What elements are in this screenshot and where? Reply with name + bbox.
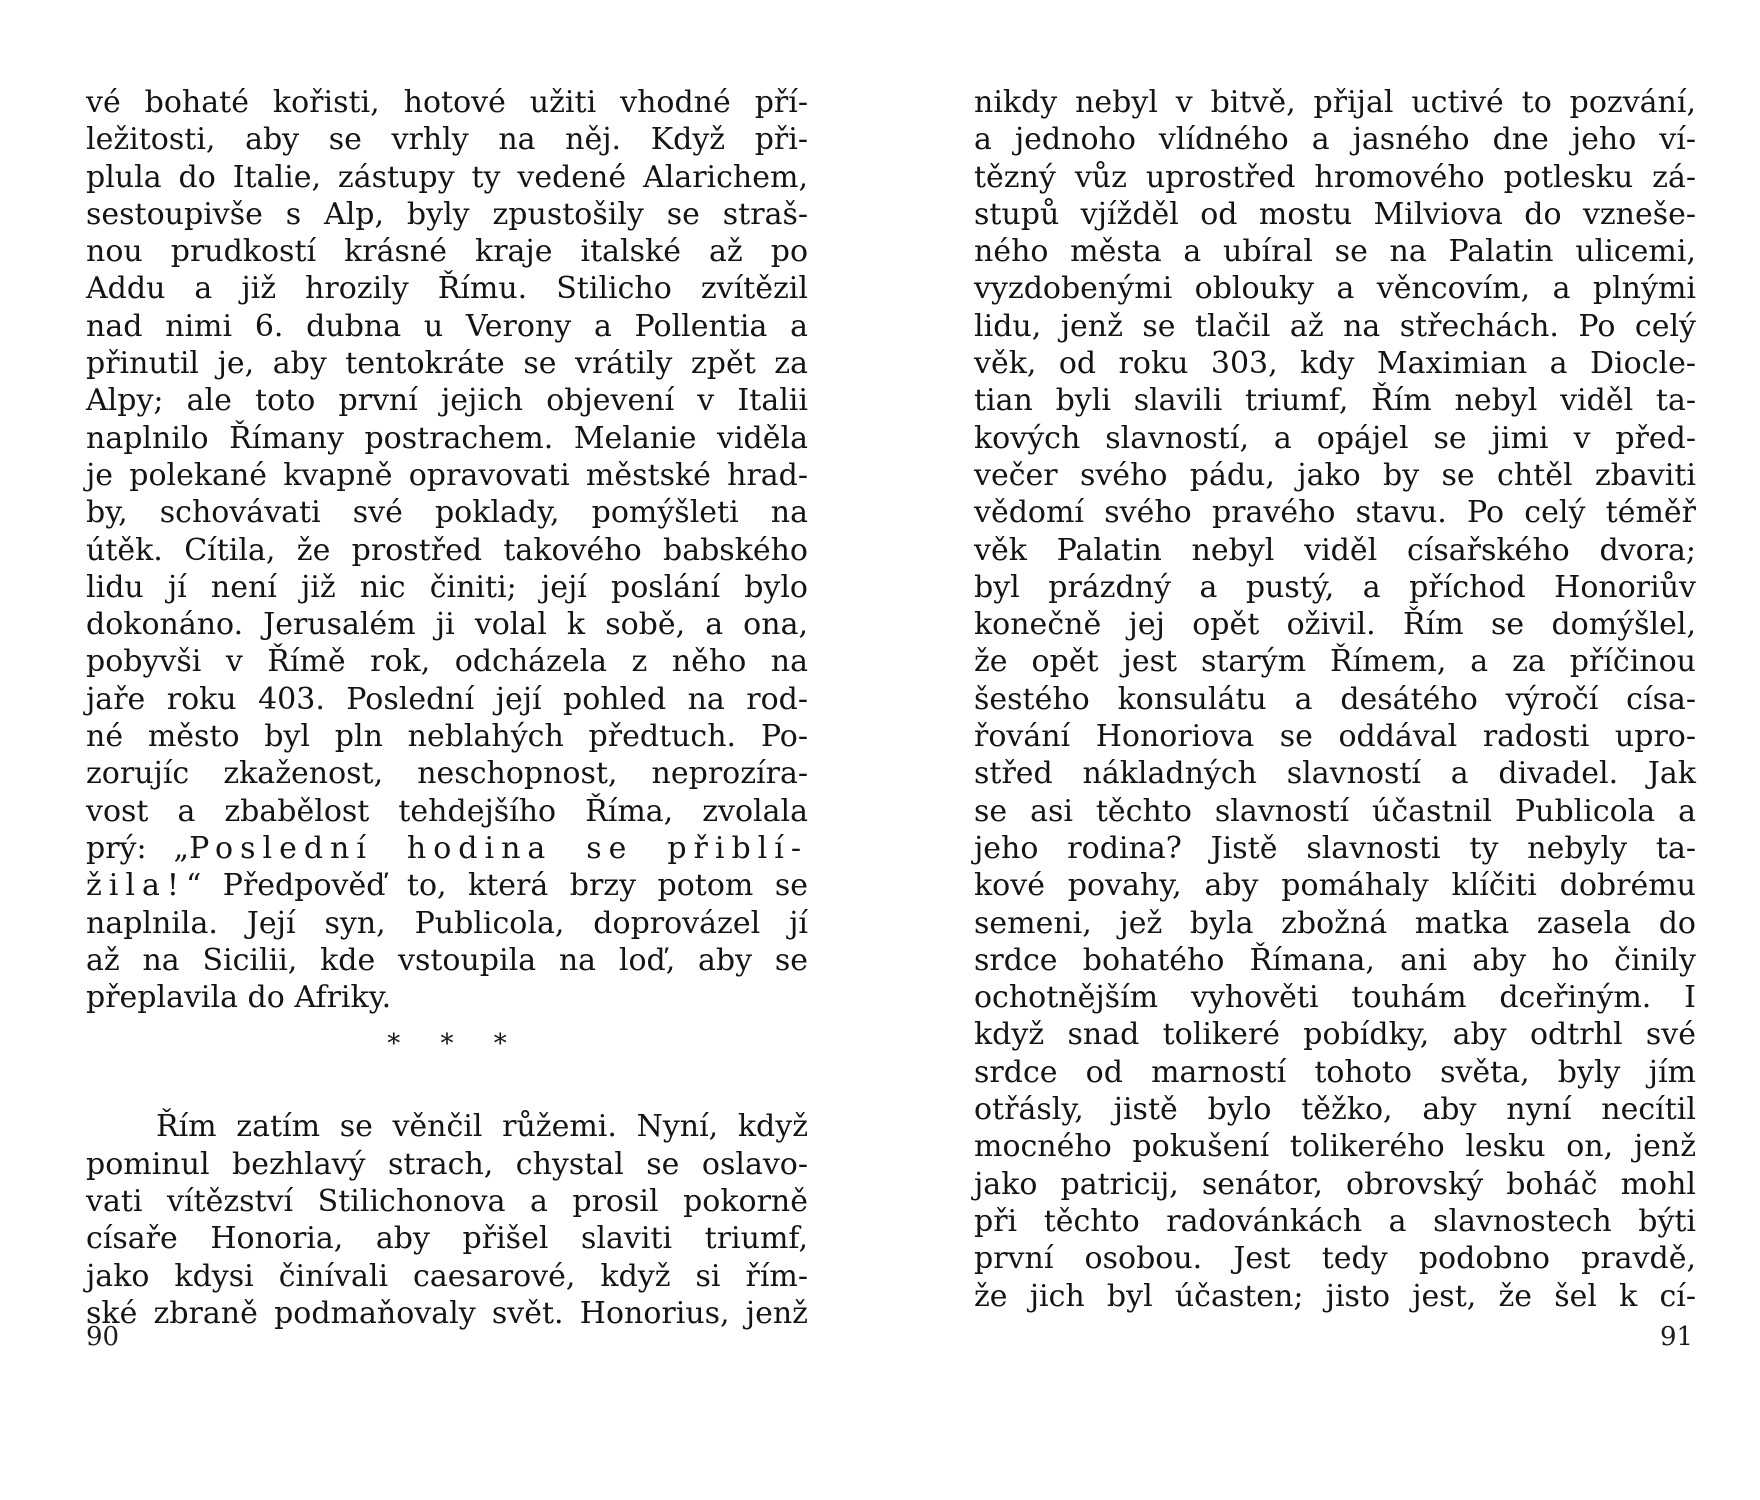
text-line: že jich byl účasten; jisto jest, že šel k cí- (974, 1278, 1696, 1314)
text-line: vost a zbabělost tehdejšího Říma, zvolala (86, 793, 808, 829)
text-line: naplnilo Římany postrachem. Melanie viděla (86, 420, 808, 456)
text-line: lidu, jenž se tlačil až na střechách. Po celý (974, 308, 1696, 344)
text-line: tězný vůz uprostřed hromového potlesku zá- (974, 159, 1696, 195)
text-line: jako patricij, senátor, obrovský boháč mohl (974, 1166, 1696, 1202)
text-line: nou prudkostí krásné kraje italské až po (86, 234, 808, 270)
quote-prefix: prý: „ (86, 830, 190, 866)
text-line: jeho rodina? Jistě slavnosti ty nebyly ta- (974, 830, 1696, 866)
text-line: tian byli slavili triumf, Řím nebyl viděl ta- (974, 383, 1696, 419)
text-line: ské zbraně podmaňovaly svět. Honorius, jenž (86, 1295, 808, 1331)
quote-line (86, 867, 808, 904)
text-line: kové povahy, aby pomáhaly klíčiti dobrému (974, 868, 1696, 904)
spaced-quote: Poslední hodina se přiblí- (189, 830, 808, 866)
text-line: lidu jí není již nic činiti; její poslání bylo (86, 569, 808, 605)
text-line: večer svého pádu, jako by se chtěl zbaviti (974, 457, 1696, 493)
text-line: útěk. Cítila, že prostřed takového babského (86, 532, 808, 568)
text-line: pominul bezhlavý strach, chystal se oslavo- (86, 1146, 808, 1182)
text-line: střed nákladných slavností a divadel. Jak (974, 756, 1696, 792)
text-line: a jednoho vlídného a jasného dne jeho ví- (974, 122, 1696, 158)
text-line: nad nimi 6. dubna u Verony a Pollentia a (86, 308, 808, 344)
text-line: věk Palatin nebyl viděl císařského dvora; (974, 532, 1696, 568)
text-line: semeni, jež byla zbožná matka zasela do (974, 905, 1696, 941)
right-page (974, 84, 1696, 1315)
text-line: Alpy; ale toto první jejich objevení v Italii (86, 383, 808, 419)
text-line: ochotnějším vyhověti touhám dceřiným. I (974, 980, 1696, 1016)
text-line: až na Sicilii, kde vstoupila na loď, aby se (86, 942, 808, 978)
text-line: sestoupivše s Alp, byly zpustošily se straš- (86, 196, 808, 232)
text-line: naplnila. Její syn, Publicola, doprovázel jí (86, 905, 808, 941)
section-separator: * * * (387, 1029, 523, 1060)
text-line: né město byl pln neblahých předtuch. Po- (86, 719, 808, 755)
text-line: je polekané kvapně opravovati městské hrad- (86, 457, 808, 493)
text-line: otřásly, jistě bylo těžko, aby nyní necítil (974, 1092, 1696, 1128)
text-line: vědomí svého pravého stavu. Po celý téměř (974, 495, 1696, 531)
spaced-quote: žila! (86, 868, 186, 904)
quote-rest: “ Předpověď to, která brzy potom se (185, 868, 808, 904)
text-line: když snad tolikeré pobídky, aby odtrhl své (974, 1017, 1696, 1053)
text-line: zorujíc zkaženost, neschopnost, neprozíra- (86, 756, 808, 792)
text-line: mocného pokušení tolikerého lesku on, jenž (974, 1129, 1696, 1165)
text-line: byl prázdný a pustý, a příchod Honoriův (974, 569, 1696, 605)
text-line: Addu a již hrozily Římu. Stilicho zvítězil (86, 271, 808, 307)
page-number: 91 (1660, 1322, 1694, 1352)
text-line: plula do Italie, zástupy ty vedené Alarichem, (86, 159, 808, 195)
left-page (86, 84, 808, 1332)
text-line: srdce od marností tohoto světa, byly jím (974, 1054, 1696, 1090)
text-line: věk, od roku 303, kdy Maximian a Diocle- (974, 346, 1696, 382)
text-line: první osobou. Jest tedy podobno pravdě, (974, 1241, 1696, 1277)
text-line: kových slavností, a opájel se jimi v před- (974, 420, 1696, 456)
text-line: by, schovávati své poklady, pomýšleti na (86, 495, 808, 531)
text-line: ného města a ubíral se na Palatin ulicemi, (974, 234, 1696, 270)
text-line: císaře Honoria, aby přišel slaviti triumf, (86, 1221, 808, 1257)
spacer (86, 1072, 808, 1108)
page-number: 90 (86, 1322, 120, 1352)
text-line: řování Honoriova se oddával radosti upro- (974, 719, 1696, 755)
text-line: Řím zatím se věnčil růžemi. Nyní, když (156, 1109, 808, 1145)
paragraph (86, 84, 808, 1016)
text-line: přinutil je, aby tentokráte se vrátily zpět za (86, 346, 808, 382)
text-line: pobyvši v Římě rok, odcházela z něho na (86, 644, 808, 680)
text-line: při těchto radovánkách a slavnostech býti (974, 1203, 1696, 1239)
text-line: vati vítězství Stilichonova a prosil pokorně (86, 1184, 808, 1220)
text-line: ležitosti, aby se vrhly na něj. Když při- (86, 122, 808, 158)
text-line: vyzdobenými oblouky a věncovím, a plnými (974, 271, 1696, 307)
paragraph (86, 1108, 808, 1332)
text-line: srdce bohatého Římana, ani aby ho činily (974, 942, 1696, 978)
text-line: nikdy nebyl v bitvě, přijal uctivé to pozvání, (974, 85, 1696, 120)
paragraph (974, 84, 1696, 1315)
text-line: vé bohaté kořisti, hotové užiti vhodné pří- (86, 85, 808, 120)
text-line: že opět jest starým Římem, a za příčinou (974, 644, 1696, 680)
text-line: stupů vjížděl od mostu Milviova do vzneše- (974, 196, 1696, 232)
text-line: přeplavila do Afriky. (86, 980, 392, 1016)
quote-line (86, 830, 808, 867)
text-line: dokonáno. Jerusalém ji volal k sobě, a ona, (86, 607, 808, 643)
text-line: jako kdysi činívali caesarové, když si řím- (86, 1258, 808, 1294)
text-line: konečně jej opět oživil. Řím se domýšlel, (974, 607, 1696, 643)
text-line: jaře roku 403. Poslední její pohled na rod- (86, 681, 808, 717)
text-line: šestého konsulátu a desátého výročí císa- (974, 681, 1696, 717)
text-line: se asi těchto slavností účastnil Publicola a (974, 793, 1696, 829)
